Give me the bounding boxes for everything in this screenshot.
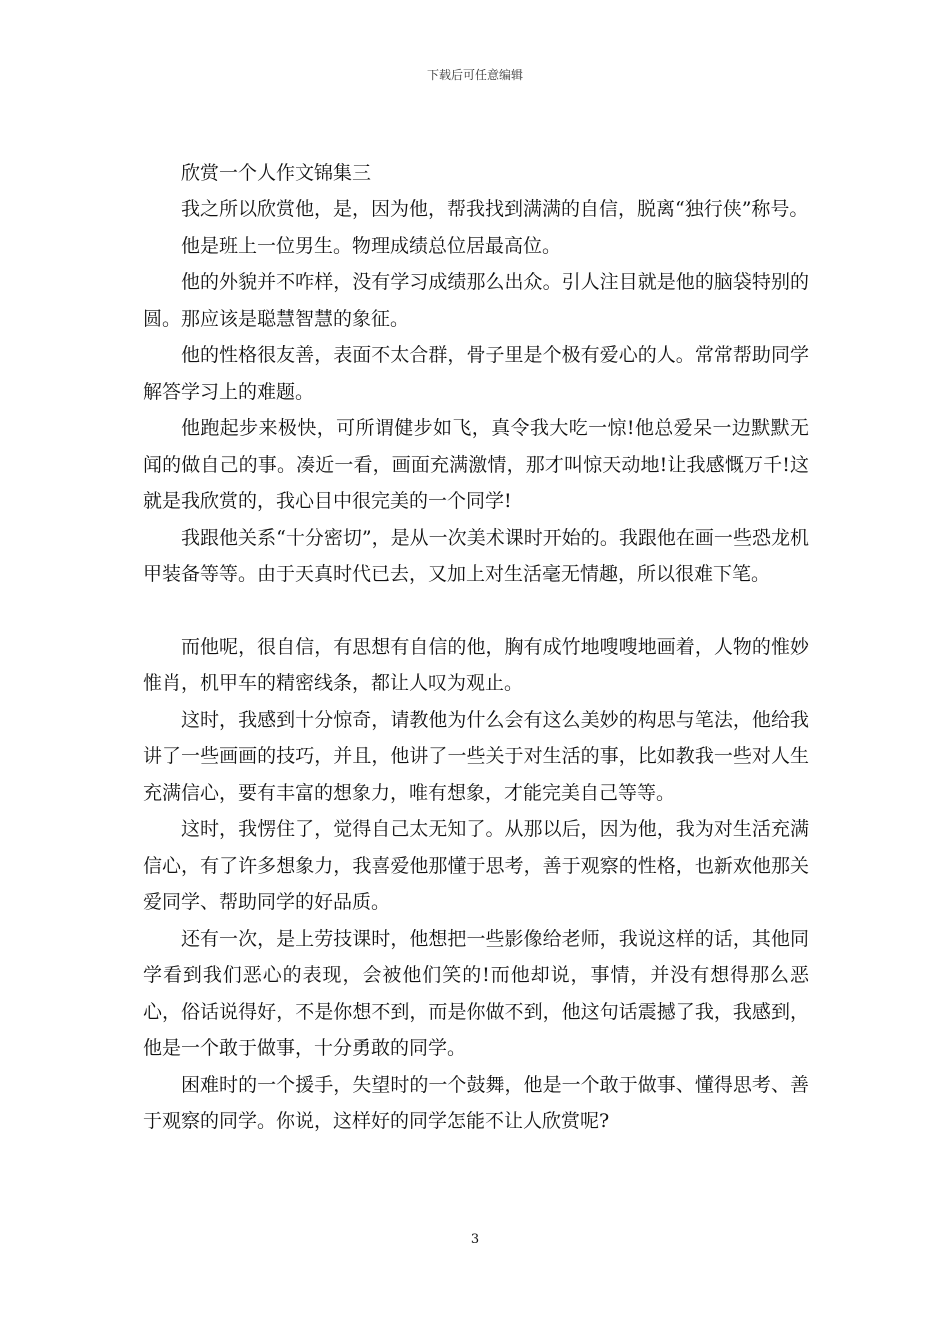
paragraph: 这时，我感到十分惊奇，请教他为什么会有这么美妙的构思与笔法，他给我讲了一些画画的技巧，并且，他讲了一些关于对生活的事，比如教我一些对人生充满信心，要有丰富的想象力，唯有想象，才能完美自己等等。 xyxy=(143,708,809,804)
document-title: 欣赏一个人作文锦集三 xyxy=(181,162,372,184)
page-number: 3 xyxy=(470,1232,480,1247)
paragraph: 这时，我愣住了，觉得自己太无知了。从那以后，因为他，我为对生活充满信心，有了许多想象力，我喜爱他那懂于思考，善于观察的性格，也新欢他那关爱同学、帮助同学的好品质。 xyxy=(143,818,809,913)
paragraph: 困难时的一个援手，失望时的一个鼓舞，他是一个敢于做事、懂得思考、善于观察的同学。你说，这样好的同学怎能不让人欣赏呢? xyxy=(143,1073,809,1132)
paragraph-spacer xyxy=(143,593,809,629)
paragraph: 我之所以欣赏他，是，因为他，帮我找到满满的自信，脱离“独行侠”称号。 xyxy=(181,198,809,220)
paragraph: 我跟他关系“十分密切”，是从一次美术课时开始的。我跟他在画一些恐龙机甲装备等等。由于天真时代已去，又加上对生活毫无情趣，所以很难下笔。 xyxy=(143,526,809,585)
paragraph: 他是班上一位男生。物理成绩总位居最高位。 xyxy=(181,234,562,257)
paragraph: 他的外貌并不咋样，没有学习成绩那么出众。引人注目就是他的脑袋特别的圆。那应该是聪慧智慧的象征。 xyxy=(143,271,809,330)
paragraph: 他的性格很友善，表面不太合群，骨子里是个极有爱心的人。常常帮助同学解答学习上的难题。 xyxy=(143,344,809,403)
paragraph: 他跑起步来极快，可所谓健步如飞，真令我大吃一惊!他总爱呆一边默默无闻的做自己的事。凑近一看，画面充满激情，那才叫惊天动地!让我感慨万千!这就是我欣赏的，我心目中很完美的一个同学! xyxy=(143,417,809,512)
document-body xyxy=(143,156,809,1140)
paragraph: 还有一次，是上劳技课时，他想把一些影像给老师，我说这样的话，其他同学看到我们恶心的表现，会被他们笑的!而他却说，事情，并没有想得那么恶心，俗话说得好，不是你想不到，而是你做不到，他这句话震撼了我，我感到，他是一个敢于做事，十分勇敢的同学。 xyxy=(143,927,809,1059)
paragraph: 而他呢，很自信，有思想有自信的他，胸有成竹地嗖嗖地画着，人物的惟妙惟肖，机甲车的精密线条，都让人叹为观止。 xyxy=(143,635,809,694)
header-note: 下载后可任意编辑 xyxy=(426,68,523,82)
